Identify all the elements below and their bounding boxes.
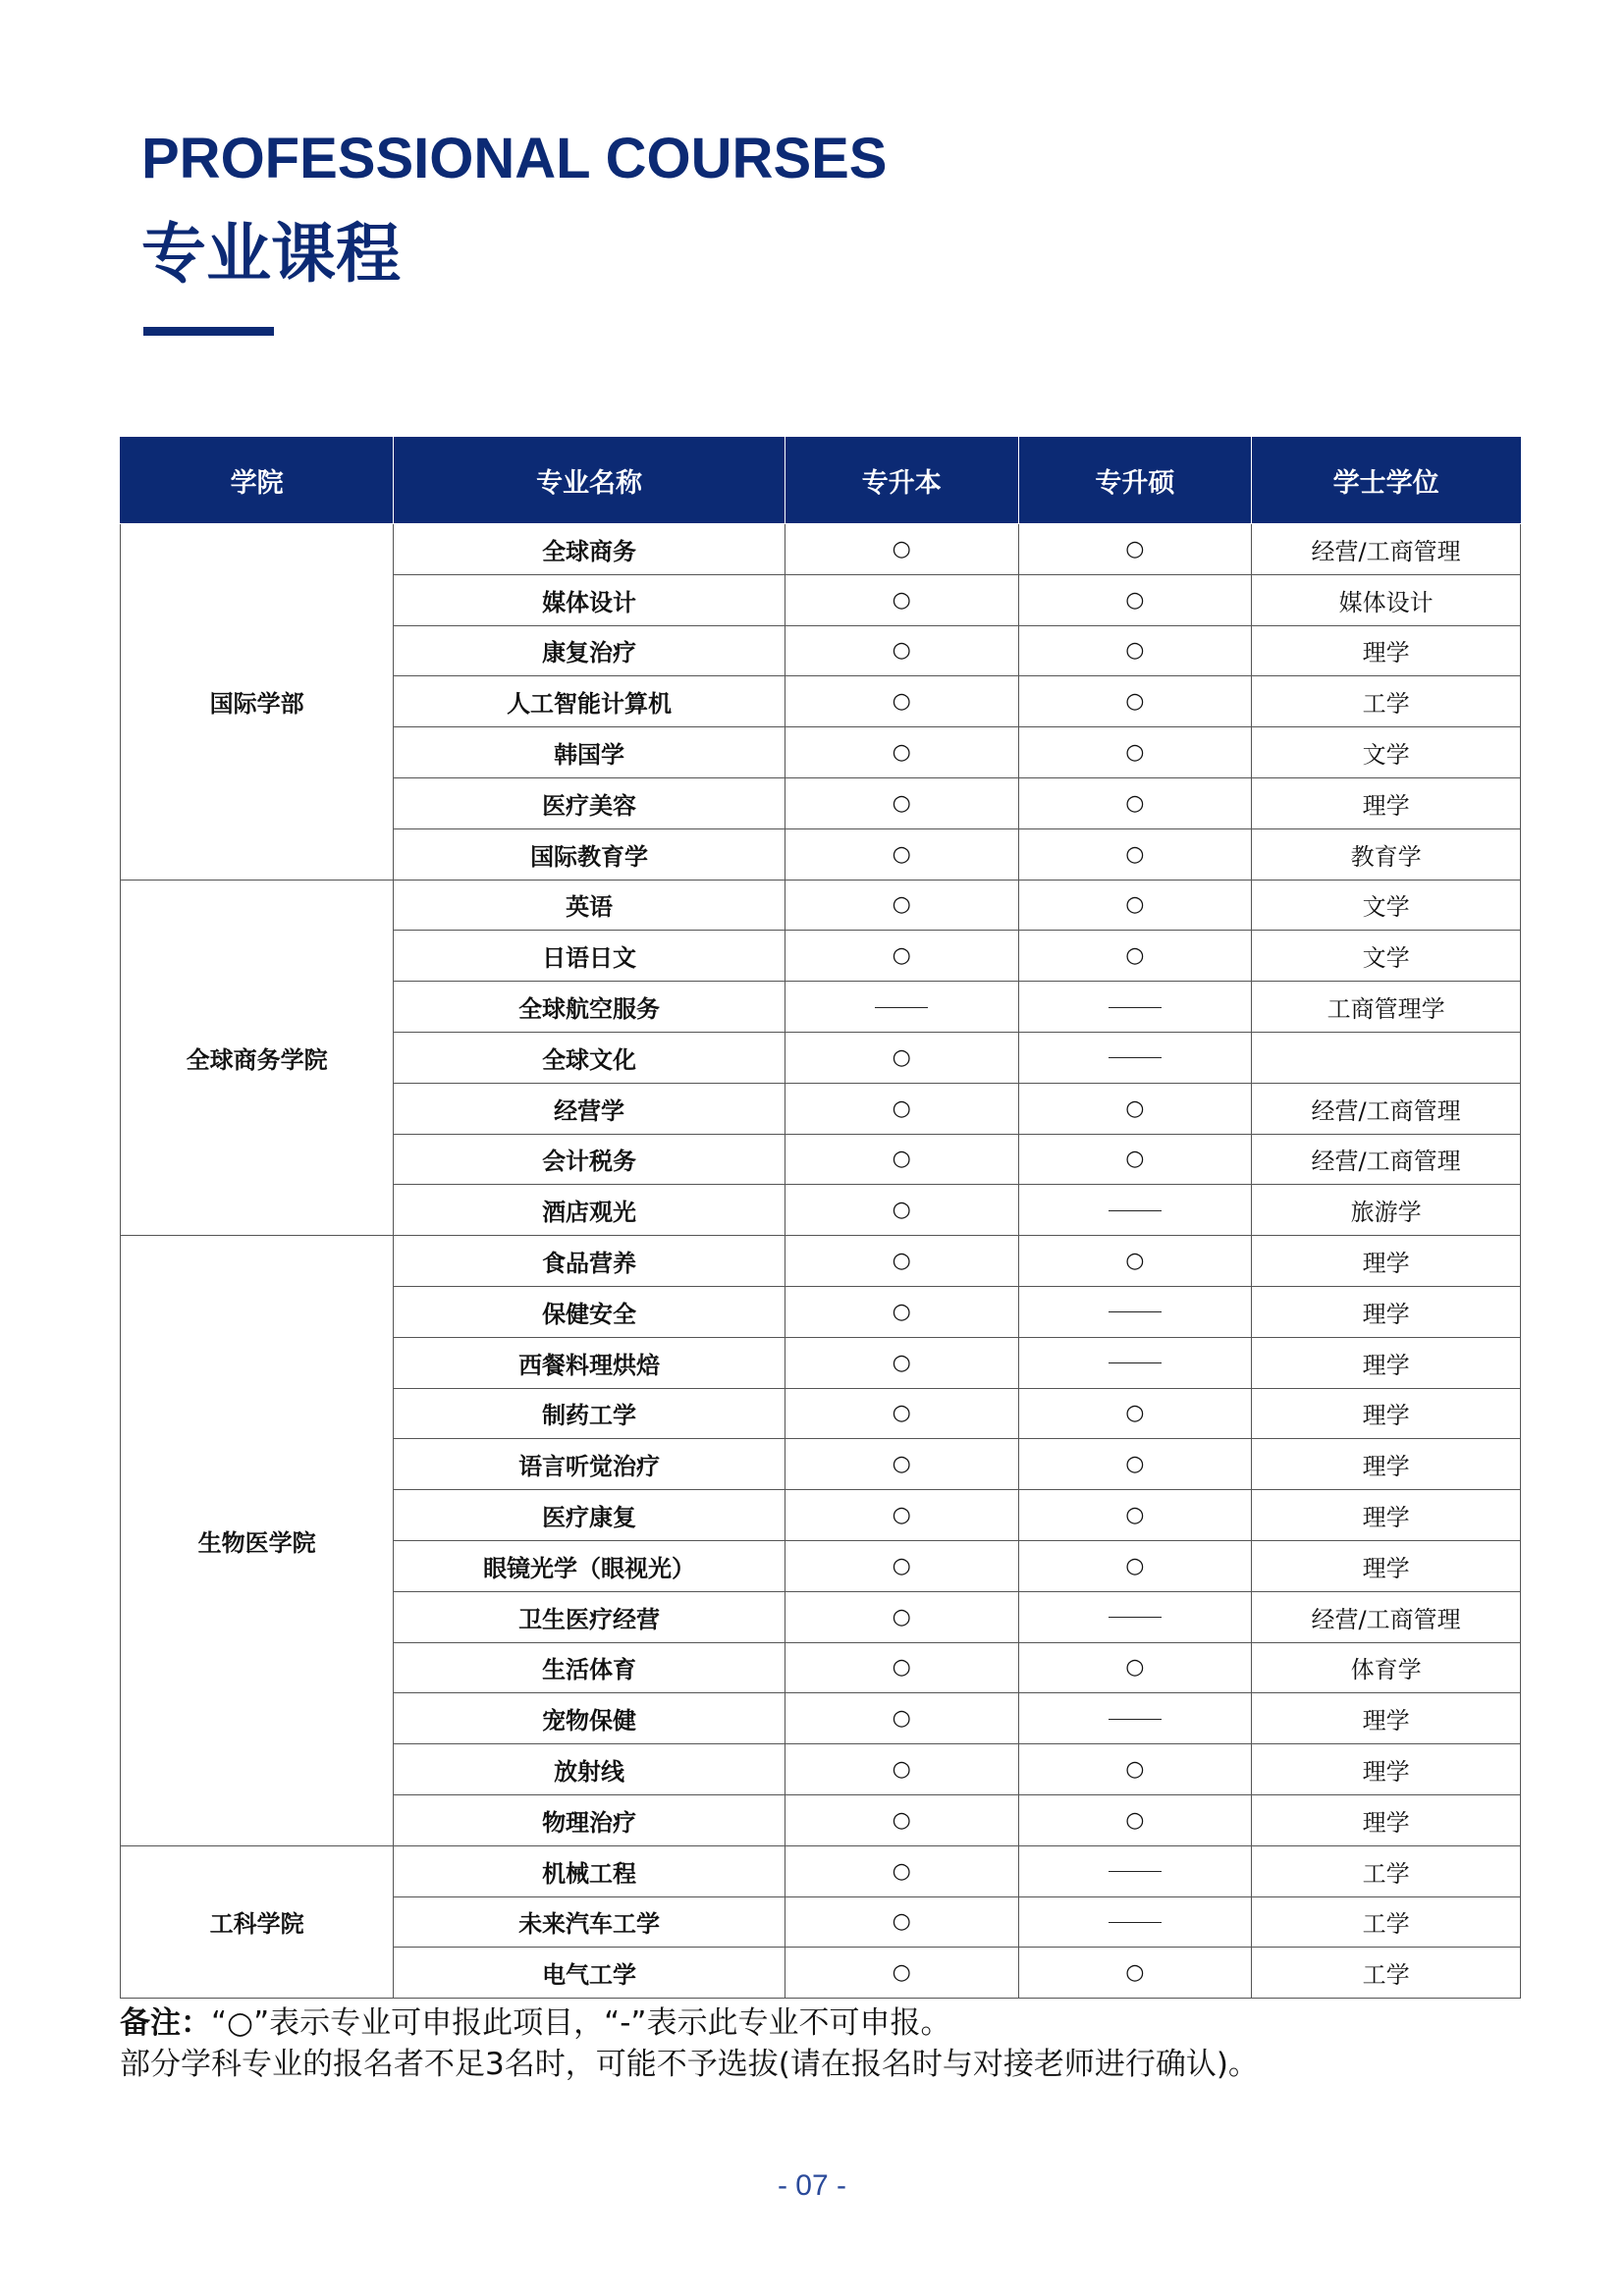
major-name-cell: 媒体设计 [394, 574, 785, 625]
header-bachelor-upgrade: 专升本 [785, 437, 1018, 524]
bachelor-upgrade-cell: ○ [785, 1693, 1018, 1744]
major-name-cell: 英语 [394, 880, 785, 931]
major-name-cell: 全球航空服务 [394, 982, 785, 1033]
bachelor-upgrade-cell: ○ [785, 1083, 1018, 1134]
master-upgrade-cell [1018, 1185, 1252, 1236]
major-name-cell: 保健安全 [394, 1286, 785, 1337]
degree-cell: 经营/工商管理 [1252, 524, 1521, 575]
major-name-cell: 人工智能计算机 [394, 676, 785, 727]
master-upgrade-cell: ○ [1018, 1388, 1252, 1439]
master-upgrade-cell: ○ [1018, 1439, 1252, 1490]
major-name-cell: 酒店观光 [394, 1185, 785, 1236]
dash-mark [1109, 1007, 1162, 1008]
degree-cell: 理学 [1252, 1540, 1521, 1591]
dash-mark [1109, 1922, 1162, 1923]
degree-cell: 经营/工商管理 [1252, 1591, 1521, 1642]
table-row [121, 524, 1521, 575]
master-upgrade-cell [1018, 1845, 1252, 1896]
major-name-cell: 放射线 [394, 1744, 785, 1795]
table-header-row [121, 437, 1521, 524]
header-degree: 学士学位 [1252, 437, 1521, 524]
master-upgrade-cell: ○ [1018, 1948, 1252, 1999]
major-name-cell: 国际教育学 [394, 828, 785, 880]
master-upgrade-cell [1018, 1693, 1252, 1744]
college-cell: 国际学部 [121, 524, 394, 881]
bachelor-upgrade-cell: ○ [785, 676, 1018, 727]
master-upgrade-cell [1018, 982, 1252, 1033]
master-upgrade-cell [1018, 1032, 1252, 1083]
bachelor-upgrade-cell: ○ [785, 777, 1018, 828]
table-row [121, 1845, 1521, 1896]
master-upgrade-cell: ○ [1018, 828, 1252, 880]
master-upgrade-cell: ○ [1018, 524, 1252, 575]
page-number: - 07 - [777, 2169, 847, 2202]
master-upgrade-cell: ○ [1018, 1744, 1252, 1795]
degree-cell: 经营/工商管理 [1252, 1134, 1521, 1185]
major-name-cell: 机械工程 [394, 1845, 785, 1896]
degree-cell: 理学 [1252, 1286, 1521, 1337]
bachelor-upgrade-cell: ○ [785, 828, 1018, 880]
degree-cell: 理学 [1252, 1439, 1521, 1490]
college-cell: 生物医学院 [121, 1236, 394, 1846]
degree-cell: 旅游学 [1252, 1185, 1521, 1236]
major-name-cell: 卫生医疗经营 [394, 1591, 785, 1642]
master-upgrade-cell: ○ [1018, 625, 1252, 676]
master-upgrade-cell: ○ [1018, 880, 1252, 931]
master-upgrade-cell: ○ [1018, 1083, 1252, 1134]
degree-cell: 理学 [1252, 1337, 1521, 1388]
bachelor-upgrade-cell: ○ [785, 1744, 1018, 1795]
bachelor-upgrade-cell: ○ [785, 1439, 1018, 1490]
bachelor-upgrade-cell: ○ [785, 1642, 1018, 1693]
major-name-cell: 语言听觉治疗 [394, 1439, 785, 1490]
degree-cell: 工学 [1252, 1845, 1521, 1896]
dash-mark [1109, 1362, 1162, 1363]
bachelor-upgrade-cell: ○ [785, 574, 1018, 625]
major-name-cell: 会计税务 [394, 1134, 785, 1185]
major-name-cell: 生活体育 [394, 1642, 785, 1693]
table-row [121, 880, 1521, 931]
master-upgrade-cell: ○ [1018, 931, 1252, 982]
header-college: 学院 [121, 437, 394, 524]
college-cell: 工科学院 [121, 1845, 394, 1998]
degree-cell: 理学 [1252, 777, 1521, 828]
bachelor-upgrade-cell: ○ [785, 880, 1018, 931]
degree-cell: 体育学 [1252, 1642, 1521, 1693]
major-name-cell: 物理治疗 [394, 1794, 785, 1845]
major-name-cell: 日语日文 [394, 931, 785, 982]
master-upgrade-cell: ○ [1018, 1490, 1252, 1541]
degree-cell: 文学 [1252, 931, 1521, 982]
degree-cell: 工商管理学 [1252, 982, 1521, 1033]
major-name-cell: 医疗美容 [394, 777, 785, 828]
title-underline [143, 327, 274, 336]
bachelor-upgrade-cell: ○ [785, 1032, 1018, 1083]
degree-cell: 理学 [1252, 1388, 1521, 1439]
bachelor-upgrade-cell: ○ [785, 1388, 1018, 1439]
note-label: 备注： [120, 2005, 211, 2041]
bachelor-upgrade-cell: ○ [785, 1845, 1018, 1896]
bachelor-upgrade-cell: ○ [785, 1134, 1018, 1185]
degree-cell: 工学 [1252, 676, 1521, 727]
header-master-upgrade: 专升硕 [1018, 437, 1252, 524]
footnote [120, 2002, 1259, 2085]
dash-mark [1109, 1311, 1162, 1312]
degree-cell: 工学 [1252, 1896, 1521, 1948]
master-upgrade-cell: ○ [1018, 777, 1252, 828]
bachelor-upgrade-cell: ○ [785, 1794, 1018, 1845]
bachelor-upgrade-cell: ○ [785, 1286, 1018, 1337]
degree-cell: 理学 [1252, 1490, 1521, 1541]
note-line1: “○”表示专业可申报此项目，“-”表示此专业不可申报。 [211, 2005, 951, 2041]
bachelor-upgrade-cell: ○ [785, 524, 1018, 575]
major-name-cell: 电气工学 [394, 1948, 785, 1999]
college-cell: 全球商务学院 [121, 880, 394, 1236]
dash-mark [875, 1007, 928, 1008]
courses-table [120, 437, 1521, 1999]
dash-mark [1109, 1719, 1162, 1720]
degree-cell: 理学 [1252, 1693, 1521, 1744]
dash-mark [1109, 1210, 1162, 1211]
bachelor-upgrade-cell: ○ [785, 1490, 1018, 1541]
bachelor-upgrade-cell: ○ [785, 727, 1018, 778]
major-name-cell: 宠物保健 [394, 1693, 785, 1744]
note-line2: 部分学科专业的报名者不足3名时，可能不予选拔(请在报名时与对接老师进行确认)。 [120, 2047, 1259, 2082]
header-major: 专业名称 [394, 437, 785, 524]
bachelor-upgrade-cell: ○ [785, 1540, 1018, 1591]
degree-cell: 理学 [1252, 1794, 1521, 1845]
master-upgrade-cell: ○ [1018, 1236, 1252, 1287]
master-upgrade-cell [1018, 1286, 1252, 1337]
master-upgrade-cell [1018, 1896, 1252, 1948]
master-upgrade-cell: ○ [1018, 676, 1252, 727]
bachelor-upgrade-cell: ○ [785, 1948, 1018, 1999]
major-name-cell: 制药工学 [394, 1388, 785, 1439]
master-upgrade-cell: ○ [1018, 1134, 1252, 1185]
major-name-cell: 康复治疗 [394, 625, 785, 676]
bachelor-upgrade-cell: ○ [785, 1591, 1018, 1642]
major-name-cell: 未来汽车工学 [394, 1896, 785, 1948]
bachelor-upgrade-cell: ○ [785, 1896, 1018, 1948]
major-name-cell: 医疗康复 [394, 1490, 785, 1541]
bachelor-upgrade-cell: ○ [785, 625, 1018, 676]
title-chinese: 专业课程 [141, 216, 401, 292]
degree-cell: 理学 [1252, 1744, 1521, 1795]
bachelor-upgrade-cell [785, 982, 1018, 1033]
degree-cell: 工学 [1252, 1948, 1521, 1999]
dash-mark [1109, 1617, 1162, 1618]
master-upgrade-cell: ○ [1018, 1642, 1252, 1693]
master-upgrade-cell: ○ [1018, 1794, 1252, 1845]
bachelor-upgrade-cell: ○ [785, 1236, 1018, 1287]
degree-cell: 经营/工商管理 [1252, 1083, 1521, 1134]
degree-cell: 文学 [1252, 727, 1521, 778]
dash-mark [1109, 1057, 1162, 1058]
degree-cell [1252, 1032, 1521, 1083]
degree-cell: 理学 [1252, 1236, 1521, 1287]
table-row [121, 1236, 1521, 1287]
master-upgrade-cell [1018, 1591, 1252, 1642]
degree-cell: 教育学 [1252, 828, 1521, 880]
major-name-cell: 西餐料理烘焙 [394, 1337, 785, 1388]
major-name-cell: 眼镜光学（眼视光） [394, 1540, 785, 1591]
master-upgrade-cell: ○ [1018, 574, 1252, 625]
dash-mark [1109, 1871, 1162, 1872]
bachelor-upgrade-cell: ○ [785, 931, 1018, 982]
major-name-cell: 韩国学 [394, 727, 785, 778]
master-upgrade-cell: ○ [1018, 1540, 1252, 1591]
major-name-cell: 食品营养 [394, 1236, 785, 1287]
bachelor-upgrade-cell: ○ [785, 1337, 1018, 1388]
degree-cell: 文学 [1252, 880, 1521, 931]
major-name-cell: 全球文化 [394, 1032, 785, 1083]
degree-cell: 理学 [1252, 625, 1521, 676]
title-english: PROFESSIONAL COURSES [141, 127, 888, 190]
major-name-cell: 全球商务 [394, 524, 785, 575]
major-name-cell: 经营学 [394, 1083, 785, 1134]
master-upgrade-cell: ○ [1018, 727, 1252, 778]
degree-cell: 媒体设计 [1252, 574, 1521, 625]
master-upgrade-cell [1018, 1337, 1252, 1388]
bachelor-upgrade-cell: ○ [785, 1185, 1018, 1236]
